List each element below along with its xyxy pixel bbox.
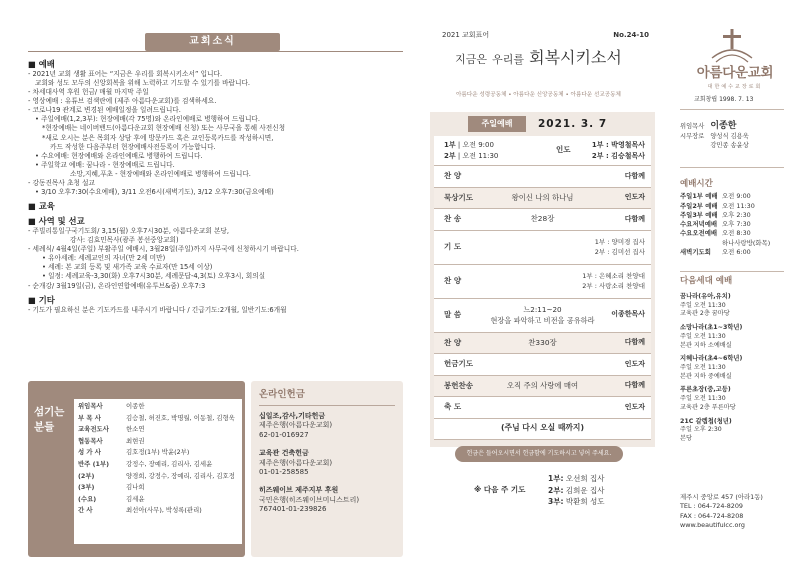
phone: TEL : 064-724-8209: [680, 502, 743, 511]
worship-time: 2부 | 오전 11:30: [444, 151, 499, 160]
order-label: 축 도: [444, 402, 462, 412]
offering-name: 교육관 건축헌금: [259, 449, 309, 458]
nextgen-place: 교육관 2층 꿈마당: [680, 310, 730, 318]
staff-names: 김승철, 허진호, 박명월, 이동철, 김형욱: [126, 413, 235, 422]
offering-bank: 국민은행(히즈웨이브미니스트리): [259, 495, 360, 504]
nextgen-time: 주일 오전 11:30: [680, 395, 726, 403]
offering-name: 히즈웨이브 제주지부 후원: [259, 486, 339, 495]
church-logo-icon: [710, 28, 754, 64]
nextgen-title: 다음세대 예배: [680, 276, 733, 286]
worship-date: 2021. 3. 7: [538, 118, 608, 130]
offering-bank: 제주은행(아름다운교회): [259, 458, 333, 467]
news-line: - 2021년 교회 생활 표어는 “지금은 우리를 회복시키소서” 입니다.: [28, 70, 223, 79]
next-week-part: 2부:: [548, 485, 564, 495]
section-title: ■ 기타: [28, 294, 55, 305]
elders-role: 시무장로: [680, 133, 705, 141]
next-week-item: [548, 496, 604, 508]
order-leader: 다함께: [624, 214, 645, 223]
nextgen-name: 소망나라(초1~3학년): [680, 324, 743, 332]
order-leader: 다함께: [624, 381, 645, 390]
worship-time-row: [680, 229, 790, 238]
worship-order-row: [434, 265, 651, 299]
next-gen-worship: [680, 276, 790, 444]
news-line: 카드 작성한 다음주부터 현장예배사전등록이 가능합니다.: [50, 142, 216, 151]
staff-row: [78, 459, 238, 471]
order-leader: 이종한목사: [611, 310, 645, 319]
next-week-name: 오선희 집사: [565, 474, 605, 483]
news-line: - 차세대사역 후원 헌금/ 매월 마지막 주일: [28, 88, 149, 97]
worship-time-name: 새벽기도회: [680, 248, 711, 256]
section-title: ■ 예배: [28, 59, 55, 69]
nextgen-time: 주일 오전 11:30: [680, 364, 726, 372]
motto-part-b: 우리를: [492, 53, 525, 66]
staff-names: 강정수, 장예리, 김리사, 김세윤: [126, 459, 213, 468]
worship-order-row: [434, 299, 651, 333]
worship-times-list: [680, 178, 790, 257]
offering-title: 온라인헌금: [259, 389, 305, 400]
church-news-panel: [28, 25, 403, 545]
news-line: - 주빌리통일구국기도회/ 3,15(월) 오후7시30분, 아름다운교회 본당,: [28, 227, 230, 236]
divider: [680, 109, 784, 110]
leadership: [680, 120, 790, 150]
staff-row: [78, 494, 238, 506]
offering-item: [259, 412, 395, 440]
induction-leader-1: 1부 : 박영철목사: [591, 140, 645, 149]
order-leader: 다함께: [624, 171, 645, 180]
worship-time-value: 오전 8:30: [722, 229, 751, 238]
order-content: 찬330장: [528, 337, 557, 347]
worship-box: [430, 112, 655, 447]
staff-role: (수요): [78, 494, 97, 503]
divider: [680, 167, 784, 168]
order-label: 찬 양: [444, 337, 462, 347]
elders-line-1: 양성식 김용욱: [710, 133, 749, 141]
staff-role: 성 가 사: [78, 448, 101, 457]
worship-time-row: [680, 202, 790, 211]
staff-list: [74, 399, 242, 544]
order-leader: 2부 : 사랑소리 찬양대: [582, 282, 645, 290]
order-leader: 인도자: [624, 193, 645, 202]
order-content: 왕이신 나의 하나님: [511, 192, 574, 202]
news-line: • 일정: 세례교육-3,30(화) 오후7시30분, 세례문답-4,3(토) 오후3시, 회의실: [42, 272, 266, 281]
worship-order-row: [434, 354, 651, 376]
next-week-part: 1부:: [548, 474, 564, 483]
worship-order-row: [434, 419, 651, 441]
worship-order-table: [434, 136, 651, 440]
worship-time-value: 오전 11:30: [462, 151, 499, 160]
staff-role: (2부): [78, 471, 95, 480]
nextgen-place: 본관 지하 중예배실: [680, 372, 732, 380]
next-week-item: [548, 473, 604, 485]
section-title: ■ 사역 및 선교: [28, 216, 85, 227]
news-line: 소망,지혜,푸초 - 현장예배와 온라인예배로 병행하여 드립니다.: [70, 169, 251, 178]
address: 제주시 중앙로 457 (아라1동): [680, 493, 763, 501]
next-week-item: [548, 485, 604, 497]
news-line: - 기도가 필요하신 분은 기도카드를 내주시기 바랍니다 / 긴급기도:2개월, 일반기도:6개월: [28, 305, 287, 314]
worship-header: [430, 116, 655, 132]
induction-leaders: [592, 140, 645, 162]
staff-names: 최선아(사무), 박성록(관리): [126, 506, 202, 515]
news-line: • 주일예배(1,2,3부): 현장예배(각 75명)와 온라인예배로 병행하여 드립니다.: [35, 115, 261, 124]
church-denomination: 대한예수교장로회: [707, 84, 763, 90]
motto: [422, 47, 655, 69]
worship-order-row: [434, 376, 651, 398]
divider: [28, 51, 403, 52]
next-week-list: [548, 473, 604, 508]
order-leader: 1부 : 은혜소리 찬양대: [582, 271, 645, 280]
news-line: - 코로나19 관계로 변경된 예배일정을 일려드립니다.: [28, 106, 181, 115]
staff-row: [78, 447, 238, 459]
motto-part-c: 회복시키소서: [529, 48, 622, 67]
worship-part: 1부: [444, 141, 456, 149]
order-label: 묵상기도: [444, 192, 473, 202]
staff-names: 김세윤: [126, 494, 145, 503]
staff-names: 한소연: [126, 425, 145, 434]
worship-time-name: 주일3부 예배: [680, 210, 718, 219]
news-line: • 3/10 오후7:30(수요예배), 3/11 오전6시(새벽기도), 3/12 오후7:30(금요예배): [35, 187, 274, 196]
worship-part: 2부: [444, 151, 456, 160]
motto-part-a: 지금은: [455, 53, 488, 66]
staff-names: 양경희, 강정수, 장예리, 김리사, 김호정: [126, 471, 235, 480]
news-line: - 세례식/ 4월4일(주일) 부활주일 예배시, 3월28일(주일)까지 사무국에 신청하시기 바랍니다.: [28, 245, 299, 254]
worship-tab: 주일예배: [468, 116, 526, 132]
news-line: • 세례: 본 교회 등록 및 새가족 교육 수료자(만 15세 이상): [42, 263, 213, 272]
next-week-name: 박환희 성도: [565, 497, 605, 507]
times-title: 예배시간: [680, 179, 713, 189]
news-line: - 순개강/ 3월19일(금), 온라인연합예배(유투브&줌) 오후7:3: [28, 281, 206, 290]
order-leaders: [582, 271, 645, 291]
worship-order-row: [434, 397, 651, 419]
induction-leader-2: 2부 : 김승철목사: [591, 151, 645, 160]
offering-list: [259, 412, 395, 515]
order-label: 찬 양: [444, 171, 462, 181]
online-offering-box: [251, 381, 403, 557]
pastor-name: 이종한: [710, 121, 737, 131]
staff-row: [78, 505, 238, 517]
staff-row: [78, 471, 238, 483]
order-label: 헌금기도: [444, 359, 473, 369]
elders-line-2: 강민종 송윤상: [710, 141, 749, 149]
order-leader: 다함께: [624, 338, 645, 347]
worship-time-name: 수요저녁예배: [680, 220, 718, 229]
worship-times: [444, 140, 498, 161]
news-line: *현장예배는 네이버밴드(아름다운교회 현장예배 신청) 또는 사무국을 통해 사전신청: [42, 124, 286, 133]
offering-bank: 제주은행(아름다운교회): [259, 421, 333, 430]
next-week-part: 3부:: [548, 497, 564, 507]
worship-times-row: [434, 136, 651, 166]
worship-order-row: [434, 166, 651, 188]
worship-time-name: 주일2부 예배: [680, 201, 718, 210]
order-label: 기 도: [444, 241, 462, 251]
offering-name: 십일조,감사,기타헌금: [259, 411, 326, 420]
worship-time-value: 오전 9:00: [722, 192, 751, 201]
staff-box: [28, 381, 245, 557]
order-label: 말 씀: [444, 309, 462, 319]
church-name: 아름다운교회: [696, 65, 774, 81]
news-line: - 영상예배 : 유튜브 검색란에 (제주 아름다운교회)를 검색하세요.: [28, 97, 217, 106]
worship-time-row: [680, 239, 790, 248]
order-label: 찬 양: [444, 275, 462, 285]
worship-time-name: 주일1부 예배: [680, 192, 718, 201]
worship-order-row: [434, 209, 651, 231]
order-leader: 인도자: [624, 359, 645, 368]
worship-time-row: [680, 248, 790, 257]
worship-time-value: 오후 7:30: [722, 220, 751, 229]
worship-time-value: 오전 6:00: [722, 248, 751, 256]
nextgen-time: 주일 오전 11:30: [680, 301, 726, 309]
staff-row: [78, 424, 238, 436]
staff-role: 간 사: [78, 506, 93, 515]
nextgen-name: 꿈나라(유아,유치): [680, 292, 731, 300]
year-label: 2021 교회표어: [442, 31, 490, 39]
staff-role: 협동목사: [78, 436, 103, 445]
nextgen-time: 주일 오후 2:30: [680, 426, 722, 434]
news-line: 교회와 성도 모두의 신앙회복을 위해 노력하고 기도할 수 있기를 바랍니다.: [35, 79, 251, 88]
pastor-role: 위임목사: [680, 123, 705, 130]
worship-time-value: 오전 9:00: [462, 141, 494, 149]
nextgen-name: 지혜나라(초4~6학년): [680, 355, 743, 363]
church-info-panel: [680, 25, 790, 545]
news-line: • 수요예배: 현장예배와 온라인예배로 병행하여 드립니다.: [35, 151, 203, 160]
fax: FAX : 064-724-8208: [680, 511, 744, 520]
worship-time-row: [680, 211, 790, 220]
next-week-title: ※ 다음 주 기도: [474, 485, 526, 494]
nextgen-place: 본관 지하 소예배실: [680, 341, 732, 349]
offering-item: [259, 449, 395, 477]
staff-names: 이종한: [126, 402, 145, 410]
order-label: 봉헌찬송: [444, 380, 473, 390]
staff-role: (3부): [78, 483, 95, 492]
worship-order-row: [434, 231, 651, 265]
order-content: (주님 다시 오실 때까지): [500, 423, 585, 433]
worship-time-row: [680, 192, 790, 201]
sub-mottos: 아름다운 성령공동체 • 아름다운 신앙공동체 • 아름다운 선교공동체: [456, 92, 621, 98]
staff-row: [78, 401, 238, 413]
news-line: - 강동진목사 초청 설교: [28, 178, 95, 187]
news-line: 강사: 김효민목사(광주 봉선중앙교회): [70, 236, 179, 245]
divider: [680, 271, 784, 272]
offering-notice: 헌금은 들어오시면서 헌금함에 기도하시고 넣어 주세요.: [455, 446, 623, 462]
staff-names: 최현권: [126, 436, 145, 445]
nextgen-time: 주일 오전 11:30: [680, 332, 726, 340]
order-leader: 2부 : 김미선 집사: [594, 248, 645, 256]
nextgen-name: 푸른초장(중,고등): [680, 386, 731, 394]
founded-date: 교회창립 1998. 7. 13: [694, 96, 754, 103]
news-tab-title: 교회소식: [145, 33, 280, 51]
staff-row: [78, 436, 238, 448]
next-week-name: 김희운 집사: [565, 485, 605, 495]
next-week-prayer: [422, 471, 655, 517]
news-line: • 주일학교 예배: 꿈나라 - 현장예배로 드립니다.: [35, 160, 175, 169]
offering-item: [259, 486, 395, 514]
worship-time-value: 오후 2:30: [722, 210, 751, 219]
nextgen-place: 교육관 2층 푸른마당: [680, 403, 736, 411]
offering-account: 767401-01-239826: [259, 505, 327, 514]
nextgen-place: 본당: [680, 435, 692, 442]
staff-role: 부 목 사: [78, 413, 101, 422]
offering-account: 62-01-016927: [259, 430, 309, 439]
induction-label: 인도: [556, 145, 571, 155]
staff-row: [78, 413, 238, 425]
order-label: 찬 송: [444, 214, 462, 224]
staff-names: 김호정(1부) 박윤(2부): [126, 448, 190, 457]
news-line: *새로 오시는 분은 목회자 상담 후에 방문카드 혹은 교인등록카드를 작성하시면,: [42, 133, 274, 142]
order-leader: 인도자: [624, 402, 645, 411]
staff-role: 위임목사: [78, 402, 103, 410]
order-content: 찬28장: [530, 214, 555, 224]
staff-role: 교육전도사: [78, 425, 109, 434]
worship-time-value: 오전 11:30: [722, 201, 755, 210]
scripture-ref: 느2:11~20: [523, 304, 562, 314]
news-body: [28, 59, 400, 315]
website-link[interactable]: www.beautifulcc.org: [680, 520, 745, 529]
contact-info: [680, 493, 763, 530]
sermon-title: 현장을 파악하고 비전을 공유하라: [490, 316, 595, 325]
news-line: • 유아세례: 세례교인의 자녀(만 2세 미만): [42, 254, 166, 263]
bulletin-number: No.24-10: [613, 31, 649, 39]
nextgen-name: 21C 갈렙첩(청년): [680, 417, 732, 425]
staff-row: [78, 482, 238, 494]
worship-time-name: 수요오전예배: [680, 229, 718, 238]
staff-role: 반주 (1부): [78, 459, 110, 468]
order-leaders: [595, 237, 645, 257]
staff-title: 섬기는 분들: [34, 406, 65, 434]
divider: [259, 405, 395, 406]
order-content: 오직 주의 사랑에 매여: [506, 380, 579, 390]
staff-names: 김나희: [126, 483, 145, 492]
offering-account: 01-01-258585: [259, 468, 309, 476]
section-title: ■ 교육: [28, 200, 55, 211]
worship-order-panel: [422, 25, 655, 545]
worship-order-row: [434, 188, 651, 210]
order-leader: 1부 : 양미경 집사: [594, 237, 645, 246]
worship-time: 1부 | 오전 9:00: [444, 141, 494, 149]
worship-time-value: 하나사랑방(화목): [722, 238, 771, 247]
worship-order-row: [434, 333, 651, 355]
